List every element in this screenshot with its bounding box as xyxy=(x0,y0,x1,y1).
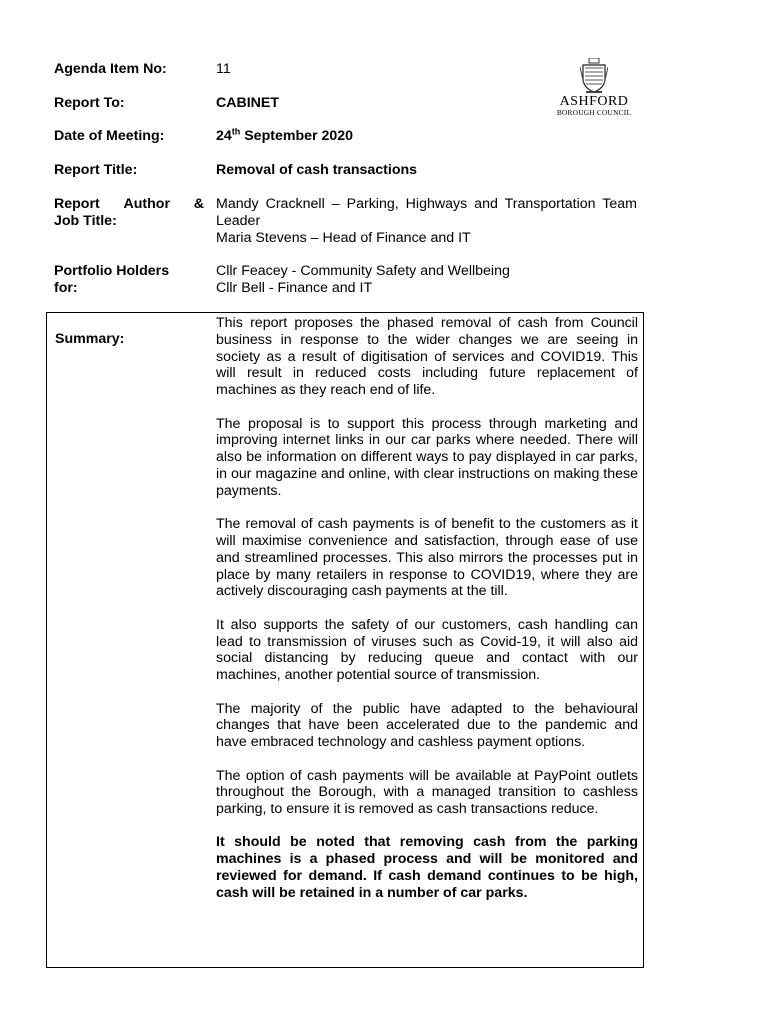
summary-paragraph: The removal of cash payments is of benefit to the customers as it will maximise convenience and satisfaction, through ease of use and streamlined processes. This also mirrors the processes put in place by many retailers in response to COVID19, where they are actively discouraging cash payments at the till. xyxy=(216,516,638,600)
date-day: 24 xyxy=(216,128,232,144)
portfolio-label-line2: for: xyxy=(54,279,78,296)
date-rest: September 2020 xyxy=(240,128,354,144)
summary-body xyxy=(216,315,638,918)
author-label-amp: & xyxy=(193,196,204,212)
author-label xyxy=(54,196,204,230)
report-to-value: CABINET xyxy=(216,95,280,111)
portfolio-value xyxy=(216,263,637,297)
agenda-label: Agenda Item No: xyxy=(54,61,167,77)
logo-subtitle: BOROUGH COUNCIL xyxy=(556,108,632,117)
portfolio-label-line1: Portfolio Holders xyxy=(54,263,170,279)
summary-paragraph: The majority of the public have adapted to the behavioural changes that have been accelerated due to the pandemic and have embraced technology and cashless payment options. xyxy=(216,700,638,751)
portfolio-label xyxy=(54,263,204,297)
author-value xyxy=(216,196,637,246)
agenda-value: 11 xyxy=(216,61,231,77)
portfolio-line-1: Cllr Feacey - Community Safety and Wellbeing xyxy=(216,263,510,279)
author-label-word1: Report xyxy=(54,196,100,212)
author-label-line2: Job Title: xyxy=(54,212,117,229)
summary-paragraph: The proposal is to support this process through marketing and improving internet links in our car parks where needed. There will also be information on different ways to pay displayed in car parks, in our magazine and online, with clear instructions on making these payments. xyxy=(216,415,638,499)
author-line-1: Mandy Cracknell – Parking, Highways and Transportation Team Leader xyxy=(216,196,637,229)
logo-name: ASHFORD xyxy=(559,94,629,109)
summary-note: It should be noted that removing cash from the parking machines is a phased process and will be monitored and reviewed for demand. If cash demand continues to be high, cash will be retained in a number of car parks. xyxy=(216,834,638,901)
date-label: Date of Meeting: xyxy=(54,128,165,144)
author-line-2: Maria Stevens – Head of Finance and IT xyxy=(216,229,471,246)
summary-paragraph: This report proposes the phased removal of cash from Council business in response to the wider changes we are seeing in society as a result of digitisation of services and COVID19. This will result in reduced costs including future replacement of machines as they reach end of life. xyxy=(216,315,638,399)
author-label-word2: Author xyxy=(123,196,170,212)
summary-paragraph: It also supports the safety of our customers, cash handling can lead to transmission of viruses such as Covid-19, it will also aid social distancing by reducing queue and contact with our machines, another potential source of transmission. xyxy=(216,616,638,684)
portfolio-line-2: Cllr Bell - Finance and IT xyxy=(216,279,373,296)
title-label: Report Title: xyxy=(54,162,138,178)
date-value xyxy=(216,128,637,145)
date-suffix: th xyxy=(231,126,241,137)
report-to-label: Report To: xyxy=(54,95,125,111)
summary-box xyxy=(46,312,644,968)
title-value: Removal of cash transactions xyxy=(216,162,418,178)
summary-paragraph: The option of cash payments will be available at PayPoint outlets throughout the Borough, with a managed transition to cashless parking, to ensure it is removed as cash transactions reduce. xyxy=(216,767,638,818)
summary-label: Summary: xyxy=(55,331,125,347)
